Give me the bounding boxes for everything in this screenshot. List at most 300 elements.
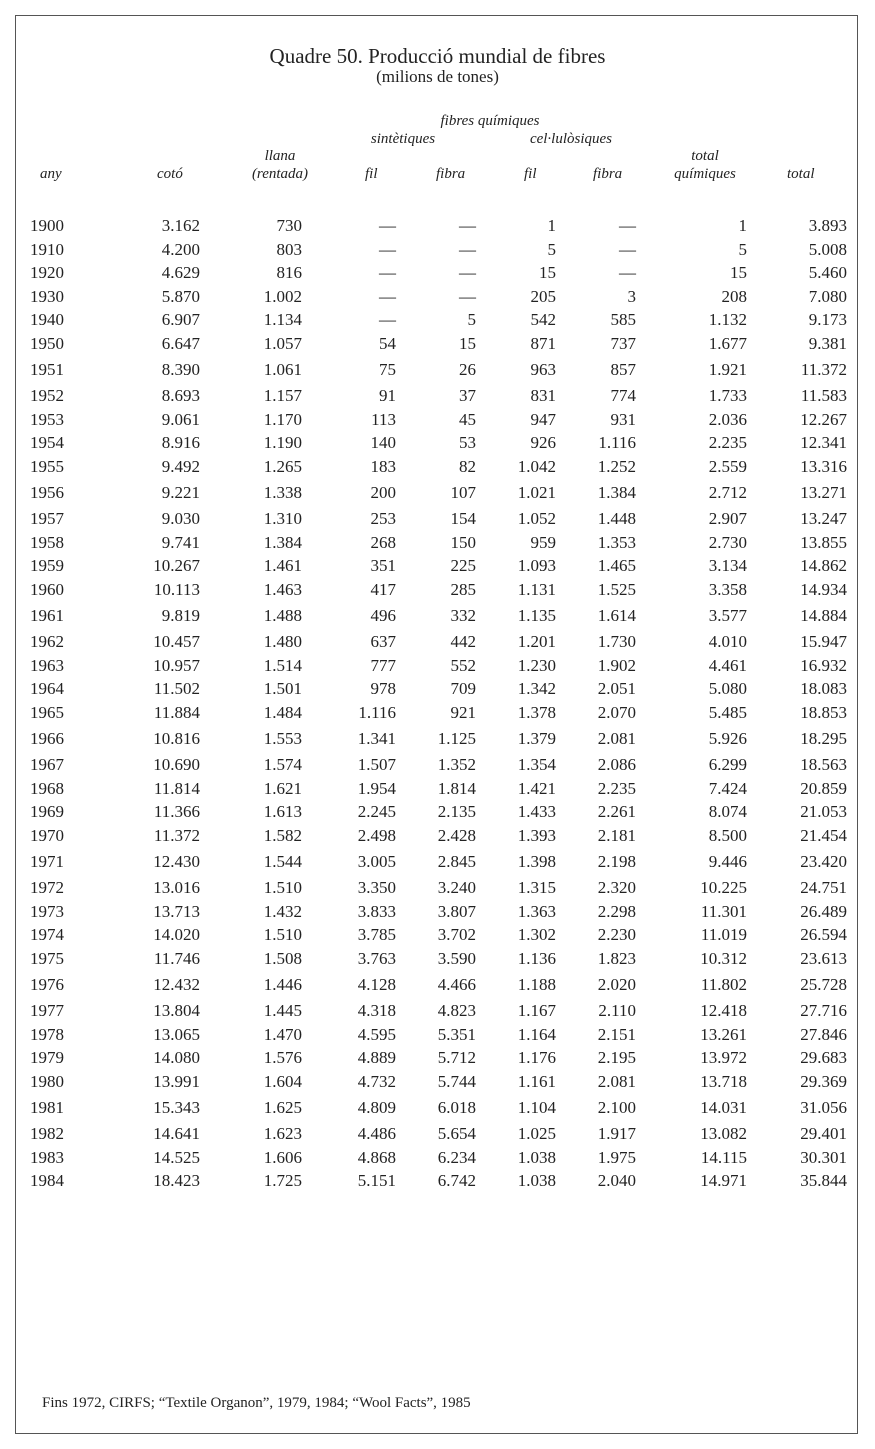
cell-total: 11.583 bbox=[800, 386, 847, 405]
cell-coto: 4.200 bbox=[161, 239, 200, 259]
cell-llana: 1.604 bbox=[263, 1071, 302, 1091]
cell-fibra-cellulosiques: — bbox=[619, 216, 636, 235]
cell-any: 1972 bbox=[30, 878, 64, 897]
cell-fibra-cellulosiques: 2.110 bbox=[598, 1001, 636, 1020]
header-fil-cellulosiques: fil bbox=[524, 166, 537, 182]
cell-fibra-sintetiques: 1.125 bbox=[437, 729, 476, 748]
cell-total-quimiques: 2.907 bbox=[708, 509, 747, 528]
cell-fibra-sintetiques: 150 bbox=[450, 532, 476, 552]
cell-any: 1960 bbox=[30, 579, 64, 599]
cell-fibra-sintetiques: 225 bbox=[450, 556, 476, 575]
table-row bbox=[30, 355, 847, 384]
cell-total-quimiques: 11.301 bbox=[700, 901, 747, 921]
cell-fil-cellulosiques: 1 bbox=[547, 216, 556, 235]
table-row bbox=[30, 923, 847, 947]
cell-fibra-cellulosiques: 2.086 bbox=[597, 755, 636, 774]
cell-any: 1953 bbox=[30, 409, 64, 429]
cell-coto: 9.819 bbox=[161, 606, 200, 625]
table-row bbox=[30, 261, 847, 285]
cell-fil-cellulosiques: 1.302 bbox=[517, 925, 556, 944]
cell-total: 15.947 bbox=[800, 632, 847, 651]
cell-fil-cellulosiques: 963 bbox=[530, 360, 556, 379]
cell-fil-cellulosiques: 15 bbox=[539, 263, 556, 282]
cell-total: 13.271 bbox=[800, 483, 847, 502]
cell-any: 1984 bbox=[30, 1171, 64, 1190]
cell-total-quimiques: 2.235 bbox=[708, 433, 747, 452]
cell-fibra-sintetiques: 37 bbox=[459, 386, 476, 405]
cell-total: 18.083 bbox=[800, 679, 847, 698]
cell-total: 14.934 bbox=[800, 579, 847, 599]
cell-total: 29.401 bbox=[800, 1124, 847, 1143]
cell-llana: 1.510 bbox=[263, 925, 302, 944]
data-table bbox=[30, 214, 847, 1193]
cell-coto: 18.423 bbox=[153, 1171, 200, 1190]
header-llana: llana bbox=[264, 148, 296, 164]
cell-coto: 11.372 bbox=[153, 825, 200, 845]
cell-coto: 6.907 bbox=[161, 310, 200, 329]
table-row bbox=[30, 777, 847, 801]
cell-fil-sintetiques: 1.954 bbox=[357, 778, 396, 798]
cell-any: 1951 bbox=[30, 360, 64, 379]
cell-total-quimiques: 13.718 bbox=[700, 1071, 747, 1091]
cell-fil-cellulosiques: 1.167 bbox=[517, 1001, 556, 1020]
table-row bbox=[30, 847, 847, 876]
cell-any: 1959 bbox=[30, 556, 64, 575]
cell-fibra-cellulosiques: 2.081 bbox=[597, 729, 636, 748]
cell-llana: 1.445 bbox=[263, 1001, 302, 1020]
cell-total: 18.853 bbox=[800, 702, 847, 722]
cell-llana: 1.265 bbox=[263, 456, 302, 476]
table-row bbox=[30, 876, 847, 900]
cell-fil-sintetiques: 2.245 bbox=[357, 802, 396, 821]
cell-any: 1982 bbox=[30, 1124, 64, 1143]
cell-coto: 13.016 bbox=[153, 878, 200, 897]
cell-fibra-cellulosiques: 2.051 bbox=[597, 679, 636, 698]
cell-fil-sintetiques: 637 bbox=[370, 632, 396, 651]
cell-any: 1979 bbox=[30, 1048, 64, 1067]
cell-total: 21.454 bbox=[800, 825, 847, 845]
cell-total-quimiques: 11.802 bbox=[700, 975, 747, 994]
cell-llana: 1.190 bbox=[263, 433, 302, 452]
cell-any: 1957 bbox=[30, 509, 64, 528]
table-row bbox=[30, 1122, 847, 1146]
cell-llana: 1.384 bbox=[263, 532, 302, 552]
cell-fibra-cellulosiques: 1.614 bbox=[597, 606, 636, 625]
cell-fibra-cellulosiques: 1.525 bbox=[597, 579, 636, 599]
cell-total-quimiques: 5.926 bbox=[708, 729, 747, 748]
cell-fil-sintetiques: 4.486 bbox=[357, 1124, 396, 1143]
table-row bbox=[30, 214, 847, 238]
cell-fibra-sintetiques: 5.712 bbox=[437, 1048, 476, 1067]
cell-total: 13.855 bbox=[800, 532, 847, 552]
cell-fil-sintetiques: 978 bbox=[370, 679, 396, 698]
cell-fil-sintetiques: 4.595 bbox=[357, 1024, 396, 1044]
table-row bbox=[30, 478, 847, 507]
cell-llana: 1.621 bbox=[263, 778, 302, 798]
cell-any: 1971 bbox=[30, 852, 64, 871]
cell-coto: 8.693 bbox=[161, 386, 200, 405]
cell-fil-sintetiques: 4.318 bbox=[357, 1001, 396, 1020]
cell-fibra-sintetiques: 6.742 bbox=[437, 1171, 476, 1190]
cell-fibra-cellulosiques: 2.235 bbox=[597, 778, 636, 798]
cell-coto: 5.870 bbox=[161, 286, 200, 306]
cell-any: 1961 bbox=[30, 606, 64, 625]
cell-fibra-cellulosiques: 1.384 bbox=[597, 483, 636, 502]
cell-coto: 9.492 bbox=[161, 456, 200, 476]
cell-llana: 1.501 bbox=[263, 679, 302, 698]
cell-fibra-sintetiques: 6.018 bbox=[437, 1098, 476, 1117]
cell-fil-sintetiques: — bbox=[379, 239, 396, 259]
table-row bbox=[30, 1169, 847, 1193]
cell-fil-cellulosiques: 1.131 bbox=[517, 579, 556, 599]
cell-total-quimiques: 2.730 bbox=[708, 532, 747, 552]
header-fibra-cellulosiques: fibra bbox=[593, 166, 623, 182]
cell-fibra-sintetiques: 2.135 bbox=[437, 802, 476, 821]
cell-coto: 10.457 bbox=[153, 632, 200, 651]
cell-any: 1954 bbox=[30, 433, 64, 452]
cell-total: 7.080 bbox=[808, 286, 847, 306]
cell-fibra-sintetiques: 2.428 bbox=[437, 825, 476, 845]
cell-any: 1930 bbox=[30, 286, 64, 306]
cell-fil-cellulosiques: 1.021 bbox=[517, 483, 556, 502]
cell-total: 26.594 bbox=[800, 925, 847, 944]
cell-total: 21.053 bbox=[800, 802, 847, 821]
cell-fibra-cellulosiques: 1.252 bbox=[597, 456, 636, 476]
cell-fibra-cellulosiques: 774 bbox=[610, 386, 636, 405]
cell-total-quimiques: 4.010 bbox=[708, 632, 747, 651]
cell-fibra-sintetiques: 4.466 bbox=[437, 975, 476, 994]
table-row bbox=[30, 384, 847, 408]
cell-fil-sintetiques: 4.128 bbox=[357, 975, 396, 994]
cell-total-quimiques: 1 bbox=[738, 216, 747, 235]
cell-llana: 1.461 bbox=[263, 556, 302, 575]
cell-fibra-sintetiques: 1.352 bbox=[437, 755, 476, 774]
cell-total: 30.301 bbox=[800, 1147, 847, 1167]
cell-total: 11.372 bbox=[800, 360, 847, 379]
cell-fibra-sintetiques: 6.234 bbox=[437, 1147, 476, 1167]
cell-any: 1976 bbox=[30, 975, 64, 994]
cell-fil-cellulosiques: 959 bbox=[530, 532, 556, 552]
cell-fibra-cellulosiques: 1.902 bbox=[597, 655, 636, 675]
cell-any: 1964 bbox=[30, 679, 64, 698]
cell-coto: 15.343 bbox=[153, 1098, 200, 1117]
cell-fil-sintetiques: 140 bbox=[370, 433, 396, 452]
header-coto: cotó bbox=[157, 166, 183, 182]
cell-fibra-sintetiques: 107 bbox=[450, 483, 476, 502]
cell-total: 18.295 bbox=[800, 729, 847, 748]
cell-total: 14.884 bbox=[800, 606, 847, 625]
table-row bbox=[30, 824, 847, 848]
cell-any: 1981 bbox=[30, 1098, 64, 1117]
cell-fil-sintetiques: 4.868 bbox=[357, 1147, 396, 1167]
cell-total-quimiques: 14.031 bbox=[700, 1098, 747, 1117]
cell-fibra-cellulosiques: 2.040 bbox=[597, 1171, 636, 1190]
cell-fibra-sintetiques: 15 bbox=[459, 333, 476, 353]
cell-fil-cellulosiques: 542 bbox=[530, 310, 556, 329]
cell-fil-sintetiques: 183 bbox=[370, 456, 396, 476]
cell-fibra-sintetiques: 921 bbox=[450, 702, 476, 722]
cell-llana: 1.488 bbox=[263, 606, 302, 625]
cell-llana: 1.157 bbox=[263, 386, 302, 405]
cell-coto: 12.430 bbox=[153, 852, 200, 871]
cell-fil-sintetiques: 268 bbox=[370, 532, 396, 552]
cell-fil-cellulosiques: 1.315 bbox=[517, 878, 556, 897]
cell-fil-cellulosiques: 1.433 bbox=[517, 802, 556, 821]
cell-fibra-cellulosiques: 2.100 bbox=[597, 1098, 636, 1117]
cell-fibra-cellulosiques: 1.353 bbox=[597, 532, 636, 552]
header-fil-sintetiques: fil bbox=[365, 166, 378, 182]
cell-total-quimiques: 1.132 bbox=[708, 310, 747, 329]
cell-fibra-cellulosiques: 1.730 bbox=[597, 632, 636, 651]
table-row bbox=[30, 654, 847, 678]
cell-fibra-sintetiques: 26 bbox=[459, 360, 476, 379]
cell-llana: 1.470 bbox=[263, 1024, 302, 1044]
cell-fibra-cellulosiques: 2.230 bbox=[597, 925, 636, 944]
cell-fil-cellulosiques: 1.176 bbox=[517, 1048, 556, 1067]
table-row bbox=[30, 601, 847, 630]
cell-llana: 1.582 bbox=[263, 825, 302, 845]
cell-llana: 1.432 bbox=[263, 901, 302, 921]
cell-fil-sintetiques: — bbox=[379, 286, 396, 306]
cell-fibra-cellulosiques: 931 bbox=[610, 409, 636, 429]
cell-fil-cellulosiques: 1.342 bbox=[517, 679, 556, 698]
cell-coto: 11.366 bbox=[153, 802, 200, 821]
cell-coto: 14.525 bbox=[153, 1147, 200, 1167]
cell-fil-cellulosiques: 1.363 bbox=[517, 901, 556, 921]
cell-coto: 9.030 bbox=[161, 509, 200, 528]
cell-total-quimiques: 1.677 bbox=[708, 333, 747, 353]
cell-coto: 9.741 bbox=[161, 532, 200, 552]
cell-total-quimiques: 3.134 bbox=[708, 556, 747, 575]
table-title: Quadre 50. Producció mundial de fibres bbox=[269, 44, 606, 68]
cell-total-quimiques: 13.082 bbox=[700, 1124, 747, 1143]
cell-any: 1958 bbox=[30, 532, 64, 552]
cell-fibra-cellulosiques: 2.020 bbox=[597, 975, 636, 994]
cell-fibra-cellulosiques: 2.195 bbox=[597, 1048, 636, 1067]
cell-total: 27.716 bbox=[800, 1001, 847, 1020]
cell-fil-sintetiques: 1.341 bbox=[357, 729, 396, 748]
cell-fibra-sintetiques: 332 bbox=[450, 606, 476, 625]
cell-total-quimiques: 15 bbox=[730, 263, 747, 282]
header-llana-rentada: (rentada) bbox=[251, 166, 309, 182]
cell-total-quimiques: 3.577 bbox=[708, 606, 747, 625]
cell-total: 20.859 bbox=[800, 778, 847, 798]
cell-fil-cellulosiques: 5 bbox=[547, 239, 556, 259]
cell-fil-sintetiques: 1.116 bbox=[358, 702, 396, 722]
cell-fil-cellulosiques: 1.042 bbox=[517, 456, 556, 476]
cell-fibra-sintetiques: 82 bbox=[459, 456, 476, 476]
cell-fibra-cellulosiques: 2.151 bbox=[597, 1024, 636, 1044]
cell-coto: 8.916 bbox=[161, 433, 200, 452]
cell-total: 23.613 bbox=[800, 948, 847, 968]
cell-fibra-sintetiques: — bbox=[459, 263, 476, 282]
cell-total-quimiques: 1.733 bbox=[708, 386, 747, 405]
cell-fil-sintetiques: 3.833 bbox=[357, 901, 396, 921]
cell-fibra-cellulosiques: 1.975 bbox=[597, 1147, 636, 1167]
cell-coto: 14.641 bbox=[153, 1124, 200, 1143]
cell-fil-sintetiques: 91 bbox=[379, 386, 396, 405]
cell-fil-cellulosiques: 1.052 bbox=[517, 509, 556, 528]
table-row bbox=[30, 285, 847, 309]
cell-total-quimiques: 5.485 bbox=[708, 702, 747, 722]
cell-any: 1975 bbox=[30, 948, 64, 968]
cell-total: 24.751 bbox=[800, 878, 847, 897]
cell-fibra-cellulosiques: 2.198 bbox=[597, 852, 636, 871]
cell-fil-cellulosiques: 205 bbox=[530, 286, 556, 306]
cell-fibra-cellulosiques: — bbox=[619, 263, 636, 282]
cell-any: 1974 bbox=[30, 925, 64, 944]
header-total-quimiques-1: total bbox=[691, 148, 719, 164]
cell-total: 14.862 bbox=[800, 556, 847, 575]
table-row bbox=[30, 455, 847, 479]
cell-llana: 803 bbox=[276, 239, 302, 259]
table-row bbox=[30, 408, 847, 432]
cell-fil-cellulosiques: 947 bbox=[530, 409, 556, 429]
cell-any: 1962 bbox=[30, 632, 64, 651]
cell-llana: 1.625 bbox=[263, 1098, 302, 1117]
cell-fibra-sintetiques: 1.814 bbox=[437, 778, 476, 798]
cell-total: 27.846 bbox=[800, 1024, 847, 1044]
cell-fibra-cellulosiques: 1.116 bbox=[598, 433, 636, 452]
table-row bbox=[30, 1023, 847, 1047]
cell-fil-sintetiques: 3.785 bbox=[357, 925, 396, 944]
cell-llana: 1.002 bbox=[263, 286, 302, 306]
cell-total-quimiques: 10.312 bbox=[700, 948, 747, 968]
cell-llana: 1.484 bbox=[263, 702, 302, 722]
cell-any: 1920 bbox=[30, 263, 64, 282]
cell-coto: 9.221 bbox=[161, 483, 200, 502]
header-fibres-quimiques: fibres químiques bbox=[440, 113, 540, 129]
header-any: any bbox=[40, 166, 62, 182]
cell-fibra-sintetiques: 2.845 bbox=[437, 852, 476, 871]
table-row bbox=[30, 578, 847, 602]
cell-any: 1983 bbox=[30, 1147, 64, 1167]
cell-fibra-sintetiques: 53 bbox=[459, 433, 476, 452]
cell-total: 23.420 bbox=[800, 852, 847, 871]
header-fibra-sintetiques: fibra bbox=[436, 166, 466, 182]
cell-any: 1965 bbox=[30, 702, 64, 722]
cell-llana: 1.508 bbox=[263, 948, 302, 968]
cell-any: 1970 bbox=[30, 825, 64, 845]
cell-any: 1969 bbox=[30, 802, 64, 821]
cell-coto: 14.020 bbox=[153, 925, 200, 944]
cell-llana: 1.576 bbox=[263, 1048, 302, 1067]
cell-fibra-cellulosiques: 1.823 bbox=[597, 948, 636, 968]
cell-total: 12.267 bbox=[800, 409, 847, 429]
cell-any: 1900 bbox=[30, 216, 64, 235]
cell-fil-sintetiques: — bbox=[379, 263, 396, 282]
cell-any: 1968 bbox=[30, 778, 64, 798]
cell-any: 1966 bbox=[30, 729, 64, 748]
cell-fil-sintetiques: 1.507 bbox=[357, 755, 396, 774]
table-row bbox=[30, 724, 847, 753]
cell-coto: 11.884 bbox=[153, 702, 200, 722]
table-row bbox=[30, 1070, 847, 1094]
cell-llana: 1.510 bbox=[263, 878, 302, 897]
cell-any: 1977 bbox=[30, 1001, 64, 1020]
cell-fil-cellulosiques: 1.025 bbox=[517, 1124, 556, 1143]
cell-any: 1910 bbox=[30, 239, 64, 259]
cell-fibra-sintetiques: 552 bbox=[450, 655, 476, 675]
cell-any: 1956 bbox=[30, 483, 64, 502]
footnote: Fins 1972, CIRFS; “Textile Organon”, 1979, 1984; “Wool Facts”, 1985 bbox=[42, 1395, 471, 1411]
cell-fibra-cellulosiques: 857 bbox=[610, 360, 636, 379]
cell-fil-sintetiques: 253 bbox=[370, 509, 396, 528]
cell-any: 1955 bbox=[30, 456, 64, 476]
header-cellulosiques: cel·lulòsiques bbox=[529, 131, 613, 147]
cell-coto: 4.629 bbox=[161, 263, 200, 282]
cell-total-quimiques: 11.019 bbox=[700, 925, 747, 944]
cell-coto: 13.713 bbox=[153, 901, 200, 921]
cell-fibra-cellulosiques: 1.465 bbox=[597, 556, 636, 575]
cell-any: 1950 bbox=[30, 333, 64, 353]
cell-fibra-sintetiques: 5.654 bbox=[437, 1124, 476, 1143]
cell-fil-sintetiques: 4.889 bbox=[357, 1048, 396, 1067]
cell-fibra-cellulosiques: 585 bbox=[610, 310, 636, 329]
cell-fil-cellulosiques: 1.093 bbox=[517, 556, 556, 575]
cell-total-quimiques: 5 bbox=[738, 239, 747, 259]
table-row bbox=[30, 800, 847, 824]
cell-total-quimiques: 8.074 bbox=[708, 802, 747, 821]
cell-total: 9.381 bbox=[808, 333, 847, 353]
cell-fibra-cellulosiques: 2.298 bbox=[597, 901, 636, 921]
cell-fil-cellulosiques: 1.038 bbox=[517, 1147, 556, 1167]
header-total: total bbox=[787, 166, 815, 182]
cell-fil-sintetiques: 54 bbox=[379, 333, 396, 353]
cell-fibra-sintetiques: 3.807 bbox=[437, 901, 476, 921]
cell-total-quimiques: 14.115 bbox=[700, 1147, 747, 1167]
cell-llana: 816 bbox=[276, 263, 302, 282]
table-row bbox=[30, 999, 847, 1023]
cell-fil-cellulosiques: 1.201 bbox=[517, 632, 556, 651]
cell-total: 12.341 bbox=[800, 433, 847, 452]
cell-total: 25.728 bbox=[800, 975, 847, 994]
cell-coto: 13.804 bbox=[153, 1001, 200, 1020]
cell-fibra-sintetiques: 154 bbox=[450, 509, 476, 528]
cell-fil-cellulosiques: 926 bbox=[530, 433, 556, 452]
table-row bbox=[30, 531, 847, 555]
cell-fibra-cellulosiques: 2.181 bbox=[597, 825, 636, 845]
cell-fil-cellulosiques: 1.164 bbox=[517, 1024, 556, 1044]
cell-llana: 730 bbox=[276, 216, 302, 235]
cell-coto: 14.080 bbox=[153, 1048, 200, 1067]
table-row bbox=[30, 677, 847, 701]
cell-any: 1952 bbox=[30, 386, 64, 405]
cell-fibra-cellulosiques: 2.261 bbox=[597, 802, 636, 821]
cell-coto: 11.746 bbox=[153, 948, 200, 968]
cell-fil-cellulosiques: 1.398 bbox=[517, 852, 556, 871]
cell-fibra-cellulosiques: 737 bbox=[610, 333, 636, 353]
cell-fibra-sintetiques: — bbox=[459, 216, 476, 235]
cell-llana: 1.480 bbox=[263, 632, 302, 651]
cell-coto: 10.690 bbox=[153, 755, 200, 774]
table-row bbox=[30, 947, 847, 971]
cell-total: 35.844 bbox=[800, 1171, 847, 1190]
cell-any: 1978 bbox=[30, 1024, 64, 1044]
cell-fibra-cellulosiques: 2.070 bbox=[597, 702, 636, 722]
cell-llana: 1.613 bbox=[263, 802, 302, 821]
cell-coto: 8.390 bbox=[161, 360, 200, 379]
cell-total-quimiques: 7.424 bbox=[708, 778, 747, 798]
cell-fibra-cellulosiques: 1.448 bbox=[597, 509, 636, 528]
cell-total: 16.932 bbox=[800, 655, 847, 675]
cell-total-quimiques: 3.358 bbox=[708, 579, 747, 599]
table-row bbox=[30, 753, 847, 777]
cell-fil-cellulosiques: 1.230 bbox=[517, 655, 556, 675]
cell-fil-sintetiques: 3.350 bbox=[357, 878, 396, 897]
cell-coto: 13.065 bbox=[153, 1024, 200, 1044]
cell-fil-sintetiques: 200 bbox=[370, 483, 396, 502]
